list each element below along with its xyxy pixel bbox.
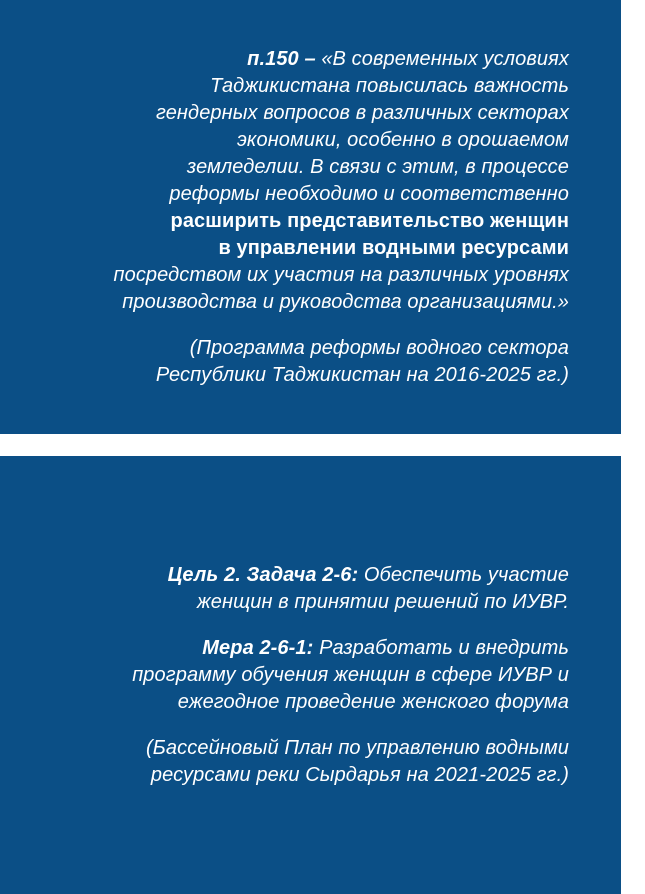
goal-paragraph — [9, 562, 569, 616]
goal-label: Цель 2. Задача 2-6: — [167, 564, 359, 586]
measure-text: программу обучения женщин в сфере ИУВР и — [132, 664, 569, 686]
quote-line: земледелии. В связи с этим, в процессе — [186, 156, 569, 178]
source-citation — [9, 335, 569, 389]
quote-line: экономики, особенно в орошаемом — [237, 129, 569, 151]
source-citation — [9, 735, 569, 789]
quote-line: реформы необходимо и соответственно — [169, 183, 569, 205]
measure-text: Разработать и внедрить — [313, 637, 569, 659]
measure-text: ежегодное проведение женского форума — [177, 691, 569, 713]
quote-line: Таджикистана повысилась важность — [210, 75, 569, 97]
top-quote-panel — [0, 0, 621, 434]
water-reform-quote — [9, 46, 569, 389]
emphasis-line: в управлении водными ресурсами — [218, 237, 569, 259]
source-line: (Бассейновый План по управлению водными — [146, 737, 569, 759]
goal-text: женщин в принятии решений по ИУВР. — [196, 591, 569, 613]
bottom-quote-panel — [0, 456, 621, 894]
measure-label: Мера 2-6-1: — [202, 637, 314, 659]
source-line: (Программа реформы водного сектора — [189, 337, 569, 359]
quote-line: посредством их участия на различных уровнях — [113, 264, 569, 286]
quote-line: «В современных условиях — [321, 48, 569, 70]
emphasis-line: расширить представительство женщин — [170, 210, 569, 232]
quote-line: гендерных вопросов в различных секторах — [155, 102, 569, 124]
source-line: Республики Таджикистан на 2016-2025 гг.) — [155, 364, 569, 386]
basin-plan-quote — [9, 562, 569, 789]
quote-paragraph — [9, 46, 569, 316]
measure-paragraph — [9, 635, 569, 716]
lead-label: п.150 — [247, 48, 299, 70]
lead-dash: – — [298, 48, 322, 70]
source-line: ресурсами реки Сырдарья на 2021-2025 гг.) — [150, 764, 569, 786]
goal-text: Обеспечить участие — [358, 564, 569, 586]
quote-line: производства и руководства организациями.» — [122, 291, 569, 313]
